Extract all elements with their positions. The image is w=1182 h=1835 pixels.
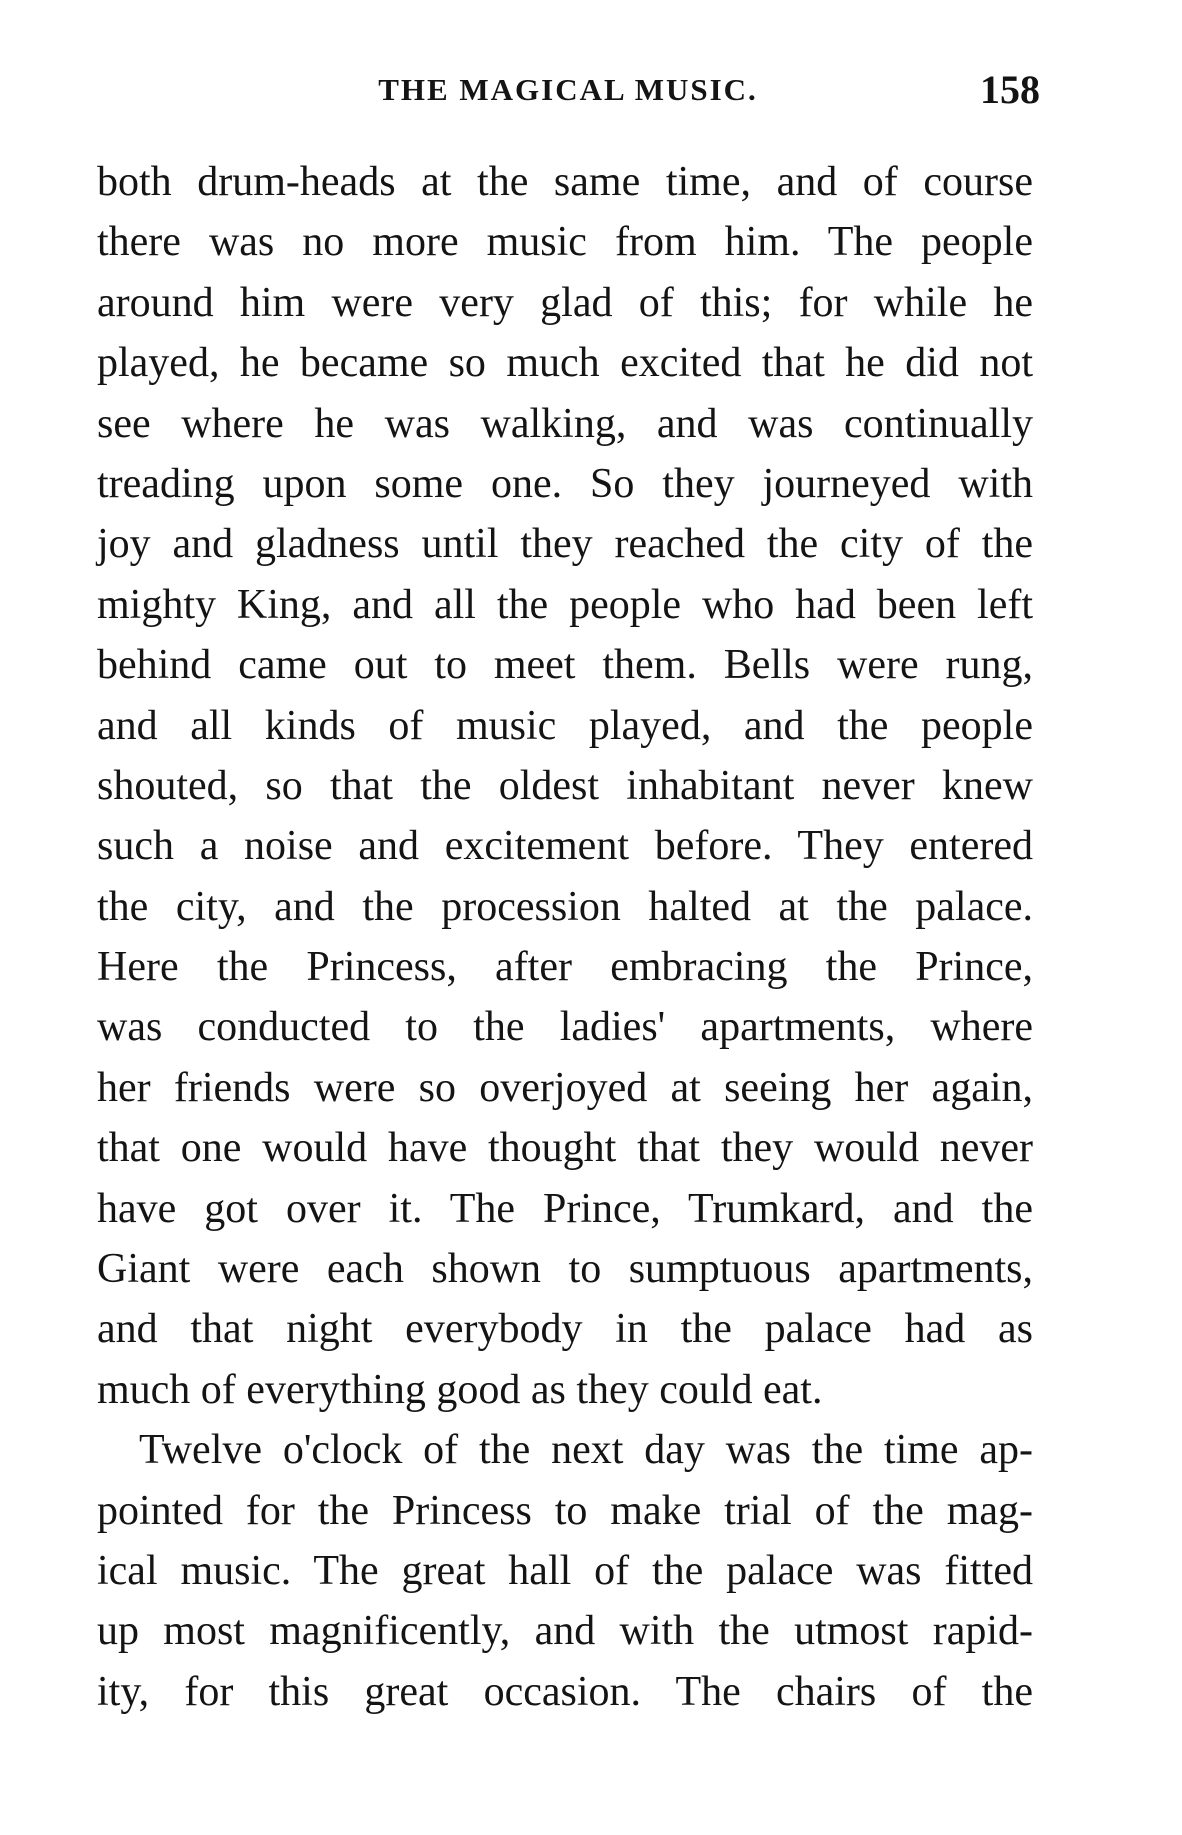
text-line: and that night everybody in the palace had as [97,1306,1033,1353]
text-line: joy and gladness until they reached the city of the [97,521,1033,568]
page-number: 158 [980,67,1040,112]
body-text [97,152,1033,1722]
text-line: see where he was walking, and was continually [97,400,1033,447]
text-line: mighty King, and all the people who had been left [97,581,1033,628]
text-line: up most magnificently, and with the utmost rapid- [97,1608,1033,1655]
text-line: shouted, so that the oldest inhabitant never knew [97,762,1033,809]
text-line: ical music. The great hall of the palace was fitted [97,1547,1033,1594]
text-line: Twelve o'clock of the next day was the time ap- [139,1427,1033,1474]
text-line: such a noise and excitement before. They entered [97,823,1033,870]
paragraph-1 [97,152,1033,1420]
running-head [96,66,1040,116]
text-line: her friends were so overjoyed at seeing her again, [97,1064,1033,1111]
text-line: Here the Princess, after embracing the Prince, [97,944,1033,991]
text-line: pointed for the Princess to make trial of the mag- [97,1487,1033,1534]
text-line: the city, and the procession halted at the palace. [97,883,1033,930]
running-title: THE MAGICAL MUSIC. [378,72,758,107]
text-line: there was no more music from him. The people [97,219,1033,266]
text-line: treading upon some one. So they journeyed with [97,460,1033,507]
text-line: behind came out to meet them. Bells were rung, [97,642,1033,689]
text-line: that one would have thought that they would never [97,1125,1033,1172]
text-line: was conducted to the ladies' apartments, where [97,1004,1033,1051]
text-line: ity, for this great occasion. The chairs of the [97,1668,1033,1715]
text-line: have got over it. The Prince, Trumkard, and the [97,1185,1033,1232]
text-line: and all kinds of music played, and the people [97,702,1033,749]
text-line: Giant were each shown to sumptuous apartments, [97,1246,1033,1293]
paragraph-2 [97,1420,1033,1722]
text-line: played, he became so much excited that he did not [97,340,1033,387]
text-line: much of everything good as they could eat. [97,1366,823,1413]
text-line: around him were very glad of this; for while he [97,279,1033,326]
text-line: both drum-heads at the same time, and of course [97,159,1033,205]
